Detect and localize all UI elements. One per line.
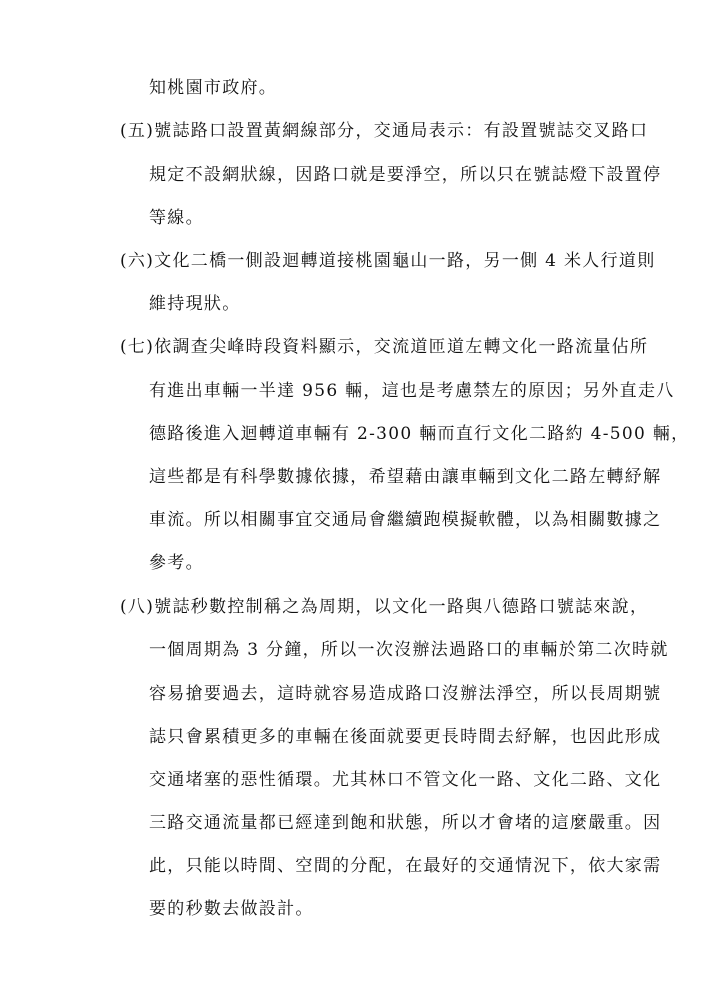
paragraph-line (149, 207, 204, 229)
paragraph-line (149, 77, 277, 99)
list-marker: (六) (120, 251, 155, 271)
list-marker: (七) (120, 337, 155, 357)
line-text: 車流。所以相關事宜交通局會繼續跑模擬軟體，以為相關數據之 (149, 510, 662, 530)
paragraph-line (149, 726, 661, 748)
paragraph-line (149, 164, 661, 186)
line-text: 依調查尖峰時段資料顯示，交流道匝道左轉文化一路流量佔所 (154, 337, 649, 357)
line-text: 規定不設網狀線，因路口就是要淨空，所以只在號誌燈下設置停 (149, 165, 662, 185)
line-text: 文化二橋一側設迴轉道接桃園龜山一路，另一側 4 米人行道則 (154, 251, 656, 271)
line-text: 一個周期為 3 分鐘，所以一次沒辦法過路口的車輛於第二次時就 (149, 640, 669, 660)
list-item-8-line-1 (120, 596, 648, 618)
line-text: 維持現狀。 (149, 294, 241, 314)
line-text: 參考。 (149, 553, 204, 573)
line-text: 號誌秒數控制稱之為周期，以文化一路與八德路口號誌來說， (154, 597, 649, 617)
paragraph-line (149, 380, 675, 402)
paragraph-line (149, 769, 661, 791)
paragraph-line (149, 509, 661, 531)
line-text: 此，只能以時間、空間的分配，在最好的交通情況下，依大家需 (149, 856, 662, 876)
line-text: 這些都是有科學數據依據，希望藉由讓車輛到文化二路左轉紓解 (149, 467, 662, 487)
paragraph-line (149, 423, 689, 445)
paragraph-line (149, 683, 661, 705)
line-text: 等線。 (149, 208, 204, 228)
line-text: 德路後進入迴轉道車輛有 2-300 輛而直行文化二路約 4-500 輛， (149, 424, 690, 444)
list-item-7-line-1 (120, 336, 648, 358)
paragraph-line (149, 812, 661, 834)
line-text: 交通堵塞的惡性循環。尤其林口不管文化一路、文化二路、文化 (149, 770, 662, 790)
list-item-5-line-1 (120, 120, 648, 142)
paragraph-line (149, 639, 669, 661)
line-text: 容易搶要過去，這時就容易造成路口沒辦法淨空，所以長周期號 (149, 684, 662, 704)
line-text: 有進出車輛一半達 956 輛，這也是考慮禁左的原因；另外直走八 (149, 381, 675, 401)
paragraph-line (149, 898, 314, 920)
line-text: 要的秒數去做設計。 (149, 899, 314, 919)
paragraph-line (149, 466, 661, 488)
paragraph-line (149, 293, 241, 315)
paragraph-line (149, 855, 661, 877)
list-marker: (五) (120, 121, 155, 141)
line-text: 誌只會累積更多的車輛在後面就要更長時間去紓解，也因此形成 (149, 727, 662, 747)
line-text: 號誌路口設置黃網線部分，交通局表示：有設置號誌交叉路口 (154, 121, 649, 141)
line-text: 三路交通流量都已經達到飽和狀態，所以才會堵的這麼嚴重。因 (149, 813, 662, 833)
list-item-6-line-1 (120, 250, 656, 272)
line-text: 知桃園市政府。 (149, 78, 278, 98)
list-marker: (八) (120, 597, 155, 617)
paragraph-line (149, 552, 204, 574)
